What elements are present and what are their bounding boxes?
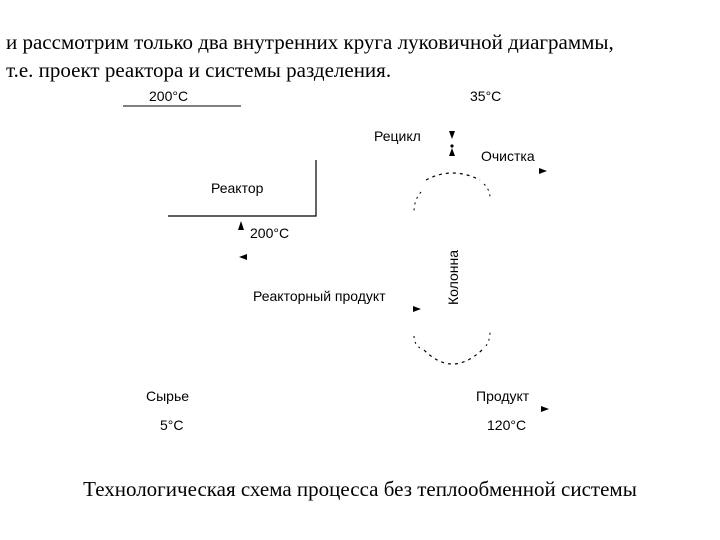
column-top-arc-left [414,192,421,212]
column-bottom-arc-left [414,336,420,348]
recycle-dot [450,144,453,147]
purge-label: Очистка [481,148,535,164]
feed-temp: 5°C [160,417,184,433]
top-temp-right: 35°C [470,88,502,104]
reactor-product-label: Реакторный продукт [253,288,386,304]
reactor-return-arrow [239,254,247,260]
recycle-label: Рецикл [374,128,421,144]
intro-line-2: т.е. проект реактора и системы разделения. [6,58,392,82]
purge-arrow [539,168,547,174]
column-label: Колонна [445,250,461,305]
reactor-out-temp: 200°C [250,225,290,241]
product-label: Продукт [476,388,530,404]
reactor-product-arrow [413,306,421,312]
figure-caption: Технологическая схема процесса без теплообменной системы [83,477,637,501]
product-temp: 120°C [487,417,527,433]
reactor-label: Реактор [211,180,264,196]
column-top-arc [426,173,480,180]
reactor-outlet-arrow [238,221,244,230]
top-temp-left: 200°C [149,88,189,104]
column-bottom-arc [424,350,482,364]
column-bottom-arc-right [486,332,490,346]
recycle-arrow-down [449,131,455,139]
product-arrow [541,406,549,412]
column-top-arc-right [484,184,490,198]
recycle-arrow-up [449,148,455,156]
intro-line-1: и рассмотрим только два внутренних круга луковичной диаграммы, [6,30,614,54]
feed-label: Сырье [146,388,190,404]
